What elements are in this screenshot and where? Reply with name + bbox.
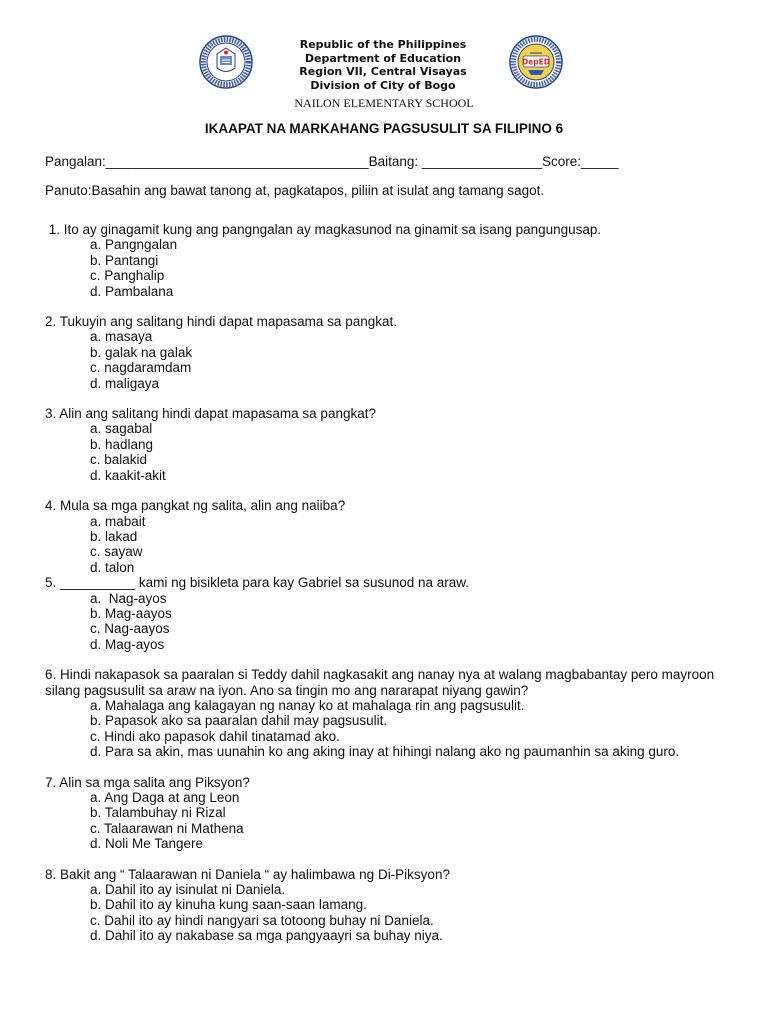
question-text: 7. Alin sa mga salita ang Piksyon? <box>45 774 250 790</box>
choice-item: d. Noli Me Tangere <box>90 836 204 852</box>
question-text: 6. Hindi nakapasok sa paaralan si Teddy dahil nagkasakit ang nanay nya at walang magbabantay pero mayroon silang pagsusulit sa araw na iyon. Ano sa tingin mo ang nararapat niyang gawin? <box>45 667 718 698</box>
choice-item: d. maligaya <box>90 375 160 391</box>
choice-item: d. Mag-ayos <box>90 636 165 652</box>
choice-item: c. nagdaramdam <box>90 360 192 376</box>
svg-text:DepED: DepED <box>521 57 551 67</box>
agency-line: Republic of the Philippines <box>299 38 467 51</box>
choice-item: b. galak na galak <box>90 344 193 360</box>
choice-list <box>45 514 725 576</box>
question-item <box>45 314 725 391</box>
choice-item: c. sayaw <box>90 544 143 560</box>
choice-list <box>45 591 725 653</box>
exam-title: IKAAPAT NA MARKAHANG PAGSUSULIT SA FILIPINO 6 <box>204 121 564 136</box>
agency-line: Region VII, Central Visayas <box>299 65 467 78</box>
choice-item: a. Dahil ito ay isinulat ni Daniela. <box>90 882 286 898</box>
choice-item: b. Dahil ito ay kinuha kung saan-saan lamang. <box>90 897 367 913</box>
choice-item: b. Mag-aayos <box>90 605 172 621</box>
question-text: 8. Bakit ang “ Talaarawan ni Daniela “ ay halimbawa ng Di-Piksyon? <box>45 866 450 882</box>
question-item <box>45 867 725 944</box>
question-text: 2. Tukuyin ang salitang hindi dapat mapasama sa pangkat. <box>45 314 397 330</box>
instructions: Panuto:Basahin ang bawat tanong at, pagkatapos, piliin at isulat ang tamang sagot. <box>45 183 545 198</box>
choice-item: b. lakad <box>90 528 138 544</box>
question-item <box>45 575 725 652</box>
choice-list <box>45 790 725 852</box>
agency-block <box>258 38 508 92</box>
question-text: 5. __________ kami ng bisikleta para kay Gabriel sa susunod na araw. <box>45 575 470 591</box>
choice-list <box>45 882 725 944</box>
choice-item: c. balakid <box>90 452 148 468</box>
question-item <box>45 498 725 575</box>
school-seal-right-icon <box>508 34 564 90</box>
student-info-line: Pangalan:___________________________________Baitang: ________________Score:_____ <box>45 154 619 169</box>
choice-list <box>45 421 725 483</box>
question-text: 1. Ito ay ginagamit kung ang pangngalan ay magkasunod na ginamit sa isang pangungusap. <box>45 222 602 237</box>
agency-line: Division of City of Bogo <box>310 78 456 92</box>
question-item <box>45 775 725 852</box>
choice-list <box>45 237 725 299</box>
choice-item: c. Dahil ito ay hindi nangyari sa totoong buhay ni Daniela. <box>90 912 434 928</box>
choice-item: a. sagabal <box>90 421 153 437</box>
choice-item: b. Pantangi <box>90 252 159 268</box>
choice-item: d. Dahil ito ay nakabase sa mga pangyaayri sa buhay niya. <box>90 928 443 944</box>
choice-list <box>45 698 725 760</box>
choice-item: b. Papasok ako sa paaralan dahil may pagsusulit. <box>90 713 388 729</box>
question-text: 4. Mula sa mga pangkat ng salita, alin ang naiiba? <box>45 498 346 514</box>
choice-item: d. Pambalana <box>90 283 174 299</box>
question-item <box>45 667 725 759</box>
choice-item: b. hadlang <box>90 436 154 452</box>
school-name: NAILON ELEMENTARY SCHOOL <box>294 96 474 110</box>
question-list <box>45 222 725 944</box>
choice-item: d. talon <box>90 559 135 575</box>
choice-item: c. Nag-aayos <box>90 621 170 637</box>
choice-item: a. Nag-ayos <box>90 590 167 606</box>
choice-item: d. Para sa akin, mas uunahin ko ang aking inay at hihingi nalang ako ng paumanhin sa aking guro. <box>90 744 680 760</box>
deped-seal-left-icon <box>198 34 254 90</box>
question-text: 3. Alin ang salitang hindi dapat mapasama sa pangkat? <box>45 406 376 422</box>
question-item <box>45 222 725 299</box>
choice-item: b. Talambuhay ni Rizal <box>90 805 226 821</box>
agency-line: Department of Education <box>304 51 462 65</box>
choice-item: d. kaakit-akit <box>90 467 166 483</box>
letterhead <box>0 34 768 98</box>
choice-item: a. mabait <box>90 513 146 529</box>
choice-item: c. Hindi ako papasok dahil tinatamad ako. <box>90 728 340 744</box>
choice-item: a. Ang Daga at ang Leon <box>90 790 240 805</box>
choice-item: c. Panghalip <box>90 268 165 284</box>
choice-item: a. masaya <box>90 329 153 345</box>
choice-item: c. Talaarawan ni Mathena <box>90 820 244 836</box>
choice-item: a. Mahalaga ang kalagayan ng nanay ko at mahalaga rin ang pagsusulit. <box>90 697 525 713</box>
question-item <box>45 406 725 483</box>
choice-list <box>45 329 725 391</box>
choice-item: a. Pangngalan <box>90 237 178 253</box>
